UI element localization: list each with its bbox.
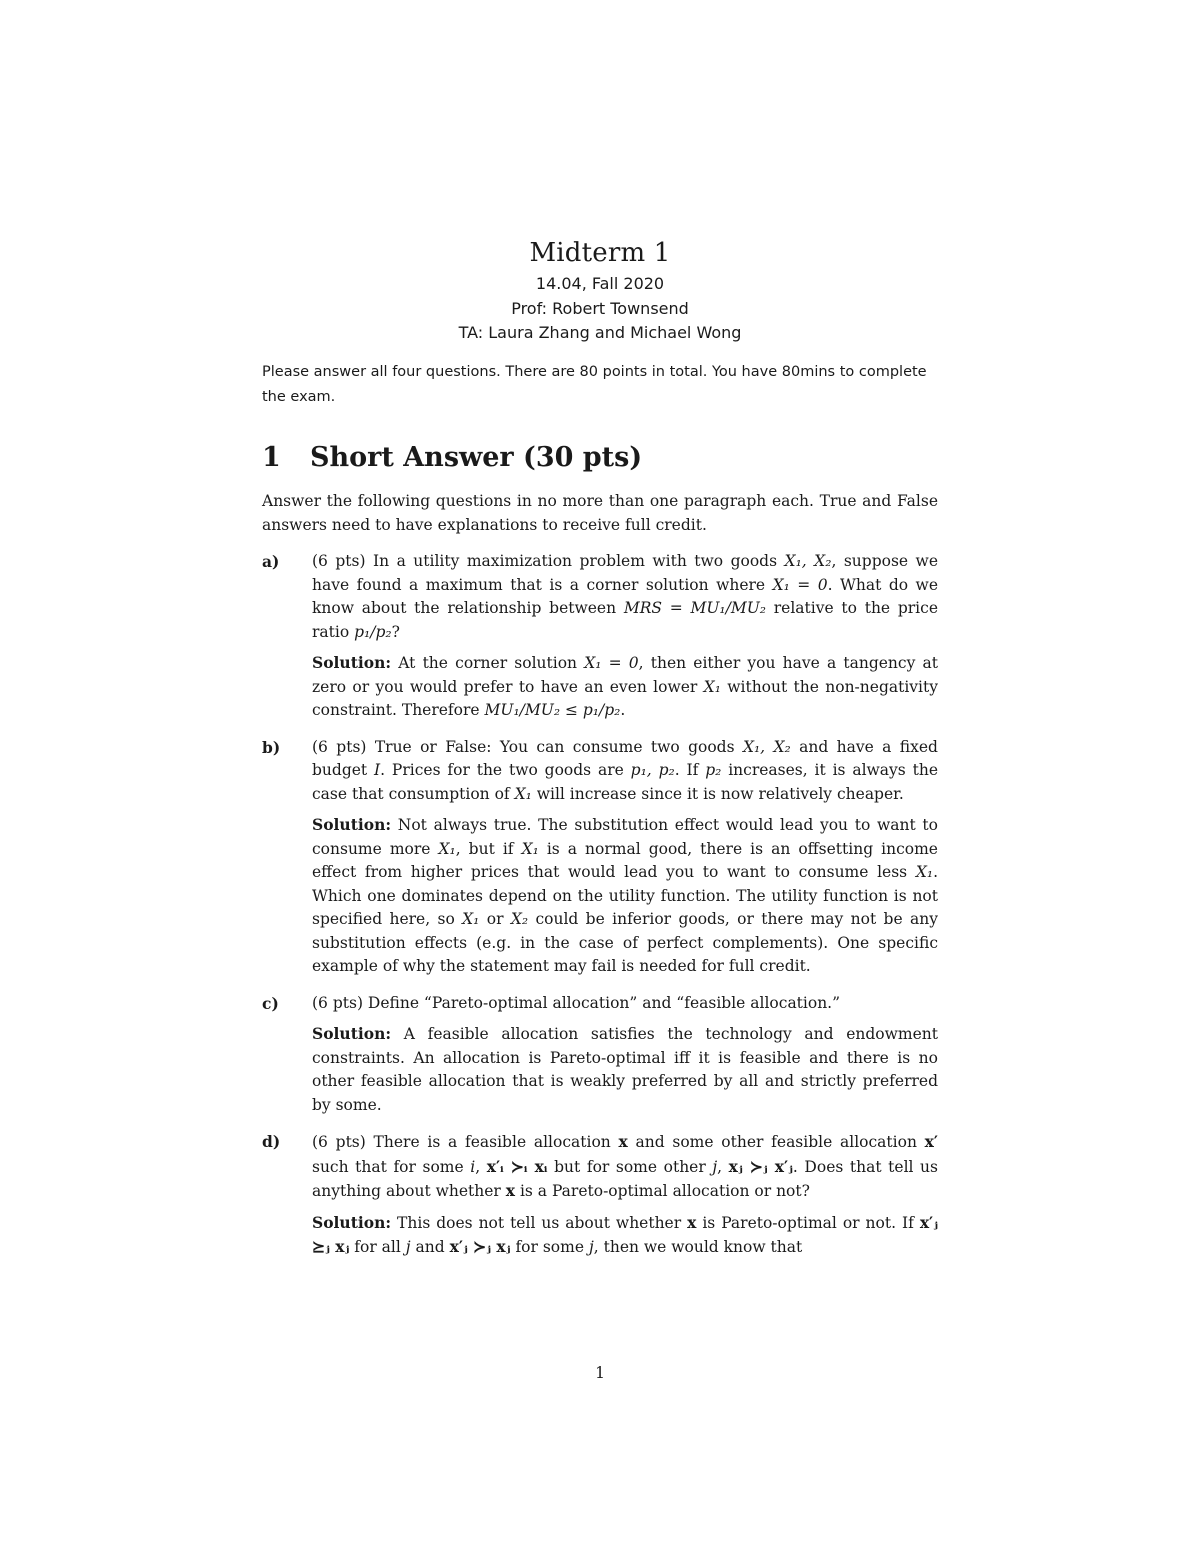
professor-line: Prof: Robert Townsend	[511, 298, 689, 318]
math-expression: x	[687, 1212, 697, 1232]
solution	[312, 813, 938, 979]
question-label: a)	[262, 552, 280, 571]
math-expression: I	[374, 761, 381, 779]
question-text: (6 pts) Define “Pareto-optimal allocation” and “feasible allocation.”	[312, 993, 841, 1012]
question-text-part: will increase since it is now relatively cheaper.	[531, 784, 904, 803]
question-text-part: but for some other	[547, 1157, 713, 1176]
math-expression: j	[588, 1238, 594, 1256]
question-text	[312, 736, 938, 807]
section-heading	[262, 438, 962, 478]
solution-text-part: and	[410, 1238, 450, 1256]
question-text-part: increases, it is always the case that consumption of	[312, 761, 938, 803]
math-expression: x′ⱼ ≻ⱼ xⱼ	[449, 1237, 511, 1256]
section-number: 1	[262, 442, 281, 473]
math-expression: X₁	[514, 784, 532, 803]
math-expression: xⱼ ≻ⱼ x′ⱼ	[728, 1156, 793, 1176]
math-expression: x′ᵢ ≻ᵢ xᵢ	[486, 1156, 548, 1176]
course-line: 14.04, Fall 2020	[535, 274, 665, 293]
solution-label: Solution:	[312, 1024, 392, 1043]
question-label: d)	[262, 1132, 281, 1151]
section-body	[262, 490, 938, 1260]
solution-text-part: , but if	[455, 839, 522, 858]
question-text-part: . If	[674, 761, 706, 779]
math-expression: X₁	[521, 839, 539, 858]
math-expression: X₁	[462, 910, 480, 928]
math-expression: X₁ = 0	[584, 654, 639, 672]
solution-text-part: without the non-negativity constraint. Therefore	[312, 677, 939, 719]
solution-label: Solution:	[312, 815, 392, 834]
solution-text-part: , then either you have a tangency at zero or you would prefer to have an even lower	[312, 654, 938, 696]
page-number: 1	[595, 1364, 605, 1382]
question-text-part: such that for some	[312, 1157, 471, 1176]
question-text-part: is a Pareto-optimal allocation or not?	[515, 1182, 810, 1200]
solution-text-part: or	[479, 910, 511, 928]
solution-text-part: for all	[349, 1238, 406, 1256]
question-a	[262, 550, 938, 723]
question-text-part: ,	[717, 1157, 729, 1176]
solution-text-part: This does not tell us about whether	[391, 1213, 688, 1232]
math-expression: X₁	[915, 863, 934, 881]
solution-text-part: , then we would know that	[593, 1238, 803, 1256]
math-expression: x	[618, 1132, 628, 1151]
question-text-part: and some other feasible allocation	[627, 1133, 925, 1151]
question-text	[312, 550, 938, 644]
solution	[312, 1211, 938, 1260]
solution-label: Solution:	[312, 1212, 392, 1232]
question-text-part: ,	[475, 1157, 487, 1176]
solution-text-part: At the corner solution	[391, 654, 585, 672]
question-text-part: . What do we know about the relationship between	[312, 575, 938, 617]
solution-text-part: .	[620, 701, 626, 719]
question-text-part: and have a fixed budget	[312, 737, 938, 779]
math-expression: p₁/p₂	[354, 622, 392, 641]
question-text-part: (6 pts) In a utility maximization problem with two goods	[312, 552, 785, 570]
exam-title: Midterm 1	[529, 238, 671, 268]
solution-text-part: for some	[510, 1238, 589, 1256]
solution-text-part: could be inferior goods, or there may not be any substitution effects (e.g. in the case of perfect complements). One specific example of why the statement may fail is needed for full credit.	[312, 910, 938, 975]
math-expression: x	[505, 1181, 516, 1200]
solution-label: Solution:	[312, 653, 392, 672]
solution-text-part: . Which one dominates depend on the utility function. The utility function is not specified here, so	[312, 863, 938, 928]
solution-text-part: A feasible allocation satisfies the technology and endowment constraints. An allocation is Pareto-optimal iff it is feasible and there is no other feasible allocation that is weakly preferred by all and strictly preferred by some.	[312, 1025, 938, 1114]
math-expression: X₂	[510, 910, 529, 928]
question-label: b)	[262, 737, 281, 757]
question-text-part: ?	[391, 622, 400, 641]
math-expression: j	[405, 1238, 411, 1256]
exam-instructions: Please answer all four questions. There are 80 points in total. You have 80mins to complete the exam.	[262, 364, 927, 405]
math-expression: X₁, X₂	[784, 552, 832, 570]
math-expression: X₁	[438, 839, 456, 858]
solution	[312, 1022, 938, 1117]
math-expression: MU₁/MU₂ ≤ p₁/p₂	[484, 701, 621, 719]
section-title: Short Answer (30 pts)	[310, 442, 643, 473]
question-text-part: . Prices for the two goods are	[380, 761, 631, 779]
question-b	[262, 736, 938, 979]
solution-text-part: is a normal good, there is an offsetting income effect from higher prices that would lead you to want to consume less	[312, 839, 938, 881]
solution	[312, 651, 938, 723]
ta-line: TA: Laura Zhang and Michael Wong	[458, 323, 742, 342]
math-expression: x′	[924, 1132, 938, 1151]
question-text-part: . Does that tell us anything about whether	[312, 1157, 938, 1200]
question-text-part: relative to the price ratio	[312, 599, 938, 641]
question-text	[312, 1130, 938, 1204]
question-text-part: (6 pts) True or False: You can consume two goods	[312, 737, 743, 756]
math-expression: p₂	[705, 761, 722, 779]
math-expression: j	[712, 1157, 718, 1176]
question-text-part: (6 pts) There is a feasible allocation	[312, 1133, 619, 1151]
solution-text-part: Not always true. The substitution effect would lead you to want to consume more	[312, 816, 938, 858]
math-expression: x′ⱼ ⪰ⱼ xⱼ	[312, 1212, 938, 1256]
section-intro: Answer the following questions in no more than one paragraph each. True and False answers need to have explanations to receive full credit.	[262, 492, 938, 534]
question-c	[262, 992, 938, 1118]
math-expression: i	[470, 1157, 476, 1176]
question-d	[262, 1130, 938, 1260]
math-expression: p₁, p₂	[630, 761, 675, 779]
math-expression: X₁, X₂	[742, 737, 791, 756]
question-text-part: , suppose we have found a maximum that is a corner solution where	[312, 552, 938, 594]
math-expression: X₁ = 0	[772, 575, 828, 594]
math-expression: MRS = MU₁/MU₂	[623, 599, 767, 617]
title-block	[0, 234, 1200, 346]
math-expression: X₁	[703, 677, 721, 696]
question-label: c)	[262, 993, 279, 1013]
solution-text-part: is Pareto-optimal or not. If	[696, 1213, 920, 1232]
